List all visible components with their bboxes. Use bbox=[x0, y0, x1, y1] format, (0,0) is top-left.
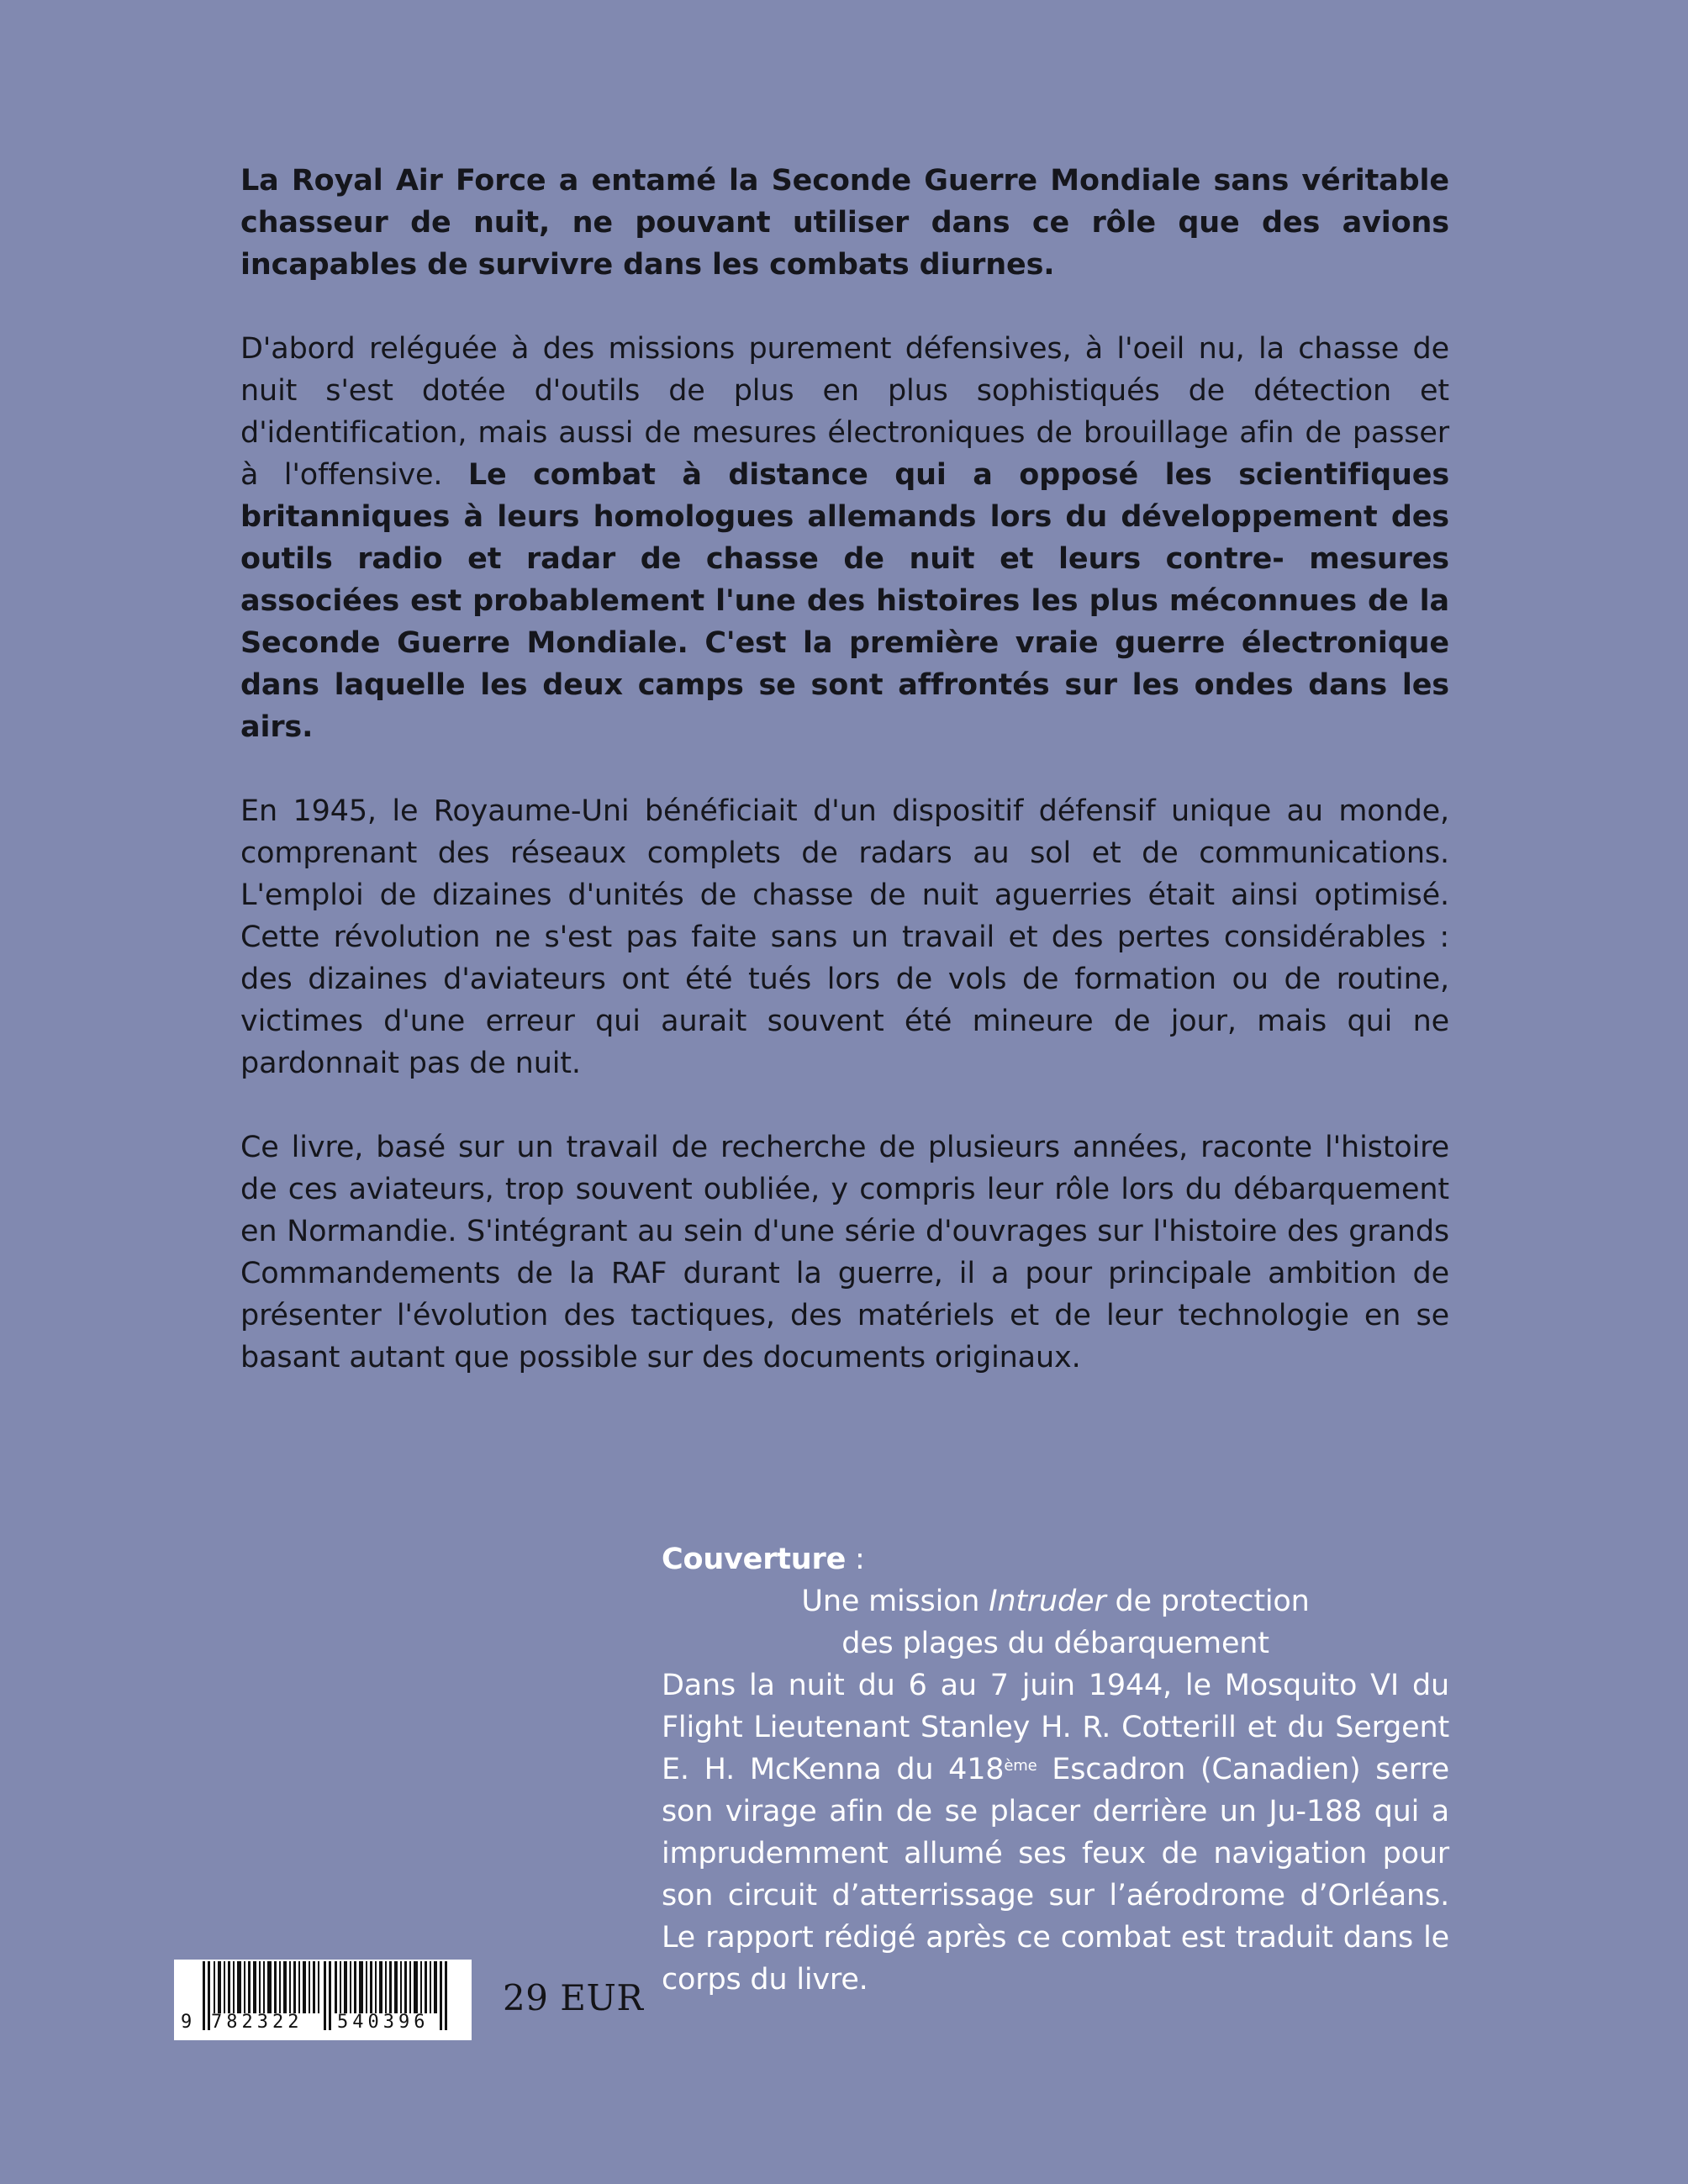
barcode-right-group: 540396 bbox=[337, 2012, 430, 2033]
cover-credit-subtitle-line-2: des plages du débarquement bbox=[841, 1627, 1269, 1660]
isbn-barcode bbox=[174, 1960, 472, 2040]
blurb-paragraph-2-bold: Le combat à distance qui a opposé les scientifiques britanniques à leurs homologues allemands lors du développement des outils radio et radar de chasse de nuit et leurs contre- mesures associées est probablement l'une des histoires les plus méconnues de la Seconde Guerre Mondiale. C'est la première vraie guerre électronique dans laquelle les deux camps se sont affrontés sur les ondes dans les airs. bbox=[240, 458, 1450, 744]
blurb-paragraph-1-bold: La Royal Air Force a entamé la Seconde Guerre Mondiale sans véritable chasseur de nuit, ne pouvant utiliser dans ce rôle que des avions incapables de survivre dans les combats diurnes. bbox=[240, 164, 1449, 282]
back-cover-blurb bbox=[240, 160, 1449, 1421]
blurb-paragraph-3: En 1945, le Royaume-Uni bénéficiait d'un dispositif défensif unique au monde, comprenant des réseaux complets de radars au sol et de communications. L'emploi de dizaines d'unités de chasse de nuit aguerries était ainsi optimisé. Cette révolution ne s'est pas faite sans un travail et des pertes considérables : des dizaines d'aviateurs ont été tués lors de vols de formation ou de routine, victimes d'une erreur qui aurait souvent été mineure de jour, mais qui ne pardonnait pas de nuit. bbox=[240, 794, 1449, 1080]
description-superscript: ème bbox=[1004, 1757, 1037, 1775]
blurb-paragraph-4: Ce livre, basé sur un travail de recherche de plusieurs années, raconte l'histoire de ces aviateurs, trop souvent oubliée, y compris leur rôle lors du débarquement en Normandie. S'intégrant au sein d'une série d'ouvrages sur l'histoire des grands Commandements de la RAF durant la guerre, il a pour principale ambition de présenter l'évolution des tactiques, des matériels et de leur technologie en se basant autant que possible sur des documents originaux. bbox=[240, 1131, 1449, 1374]
subtitle-italic: Intruder bbox=[989, 1585, 1106, 1618]
barcode-left-group: 782322 bbox=[211, 2012, 303, 2033]
description-text-before: Dans la nuit du 6 au 7 juin 1944, le Mosquito VI du Flight Lieutenant Stanley H. R. Cotterill et du Sergent E. H. McKenna du 418 bbox=[662, 1669, 1449, 1786]
cover-credit-heading-line bbox=[662, 1538, 1449, 1580]
cover-credit-description bbox=[662, 1664, 1449, 2001]
cover-credit-heading-suffix: : bbox=[846, 1543, 865, 1576]
subtitle-text-before: Une mission bbox=[801, 1585, 989, 1618]
blurb-paragraph-1 bbox=[240, 160, 1449, 286]
cover-credit-subtitle-line-1 bbox=[662, 1580, 1449, 1622]
blurb-paragraph-2 bbox=[240, 328, 1449, 748]
blurb-paragraph-2-plain: D'abord reléguée à des missions purement défensives, à l'oeil nu, la chasse de nuit s'est dotée d'outils de plus en plus sophistiqués de détection et d'identification, mais aussi de mesures électroniques de brouillage afin de passer à l'offensive. bbox=[240, 332, 1449, 492]
cover-credit bbox=[662, 1538, 1449, 2001]
subtitle-text-after: de protection bbox=[1105, 1585, 1310, 1618]
barcode-digits bbox=[174, 2003, 472, 2037]
description-text-after: Escadron (Canadien) serre son virage afin de se placer derrière un Ju-188 qui a imprudemment allumé ses feux de navigation pour son circuit d’atterrissage sur l’aérodrome d’Orléans. Le rapport rédigé après ce combat est traduit dans le corps du livre. bbox=[662, 1753, 1449, 1997]
price-label: 29 EUR bbox=[503, 1977, 644, 2018]
cover-credit-heading: Couverture bbox=[662, 1543, 847, 1576]
barcode-first-digit: 9 bbox=[181, 2012, 193, 2033]
